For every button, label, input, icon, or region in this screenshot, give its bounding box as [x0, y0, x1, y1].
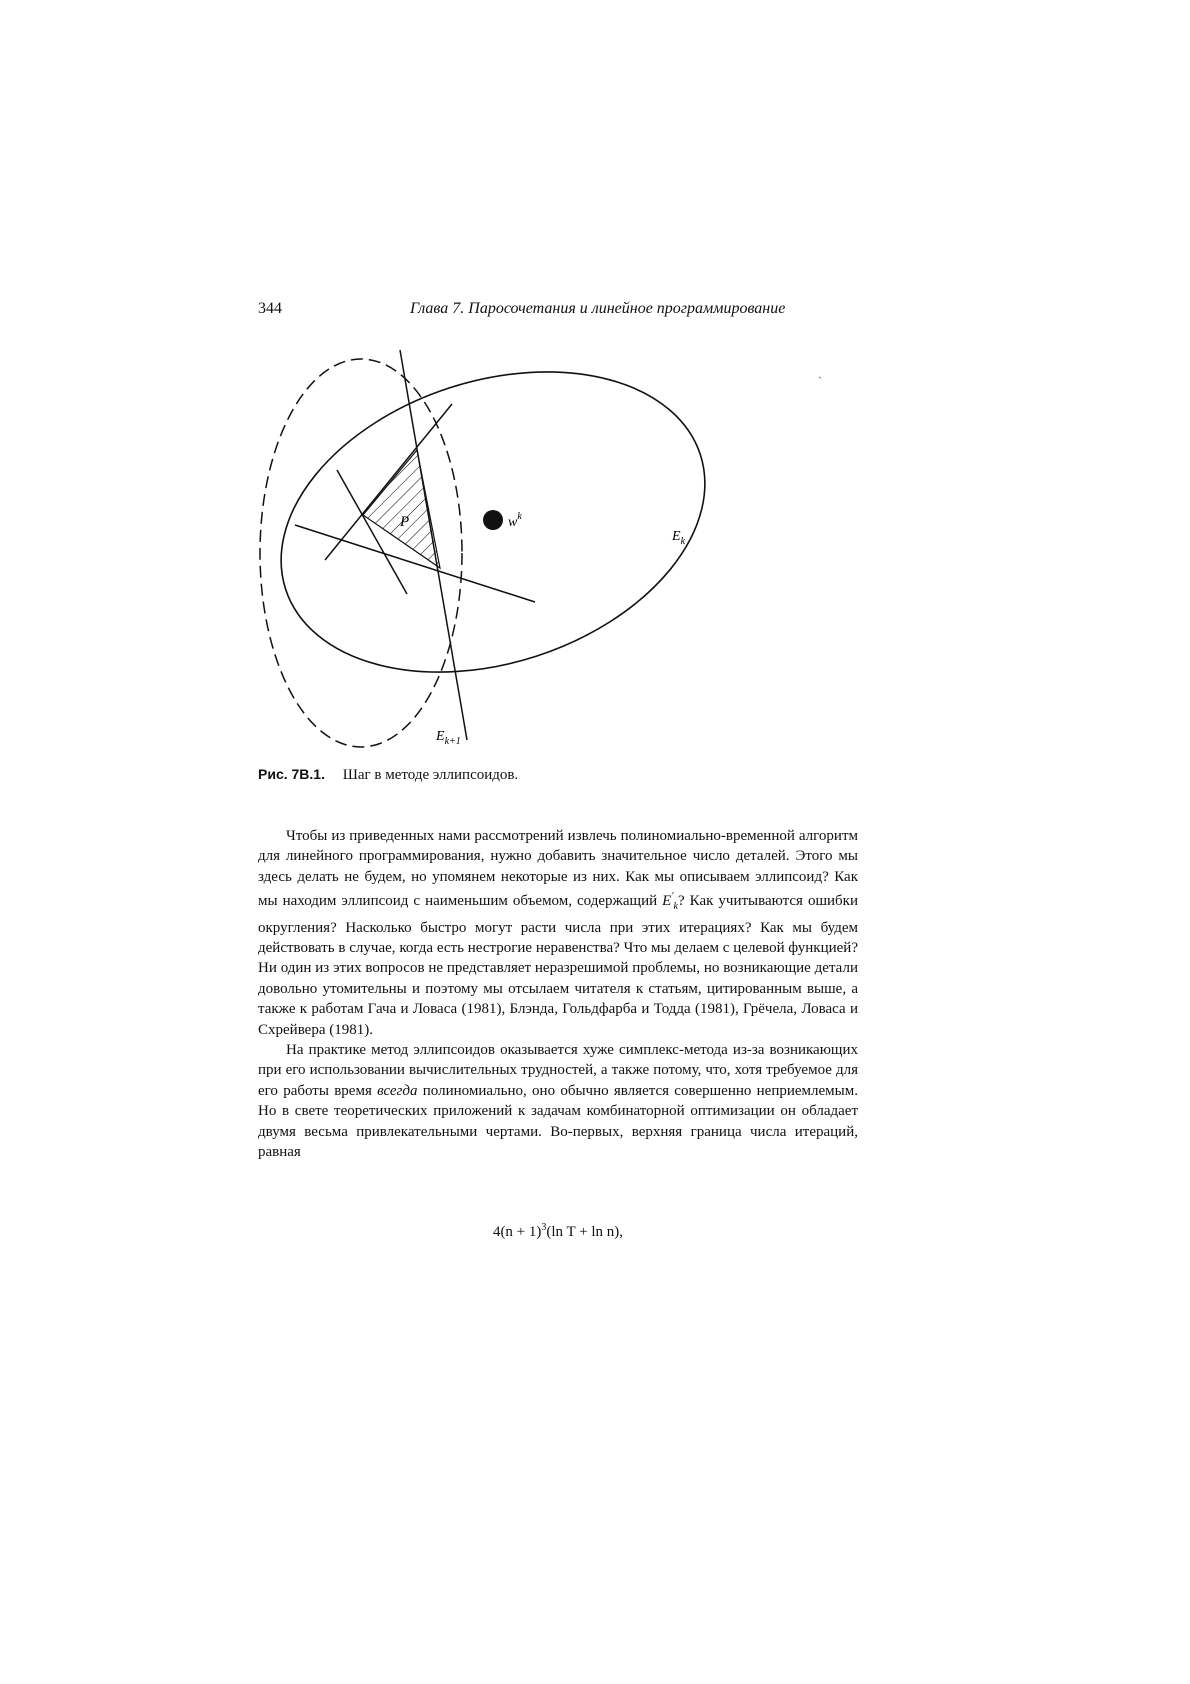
ellipsoid-figure	[240, 340, 720, 760]
caption-label: Рис. 7B.1.	[258, 766, 325, 782]
label-e-k	[671, 529, 686, 547]
paragraph-1-part-2: ? Как учитываются ошибки округления? Насколько быстро могут расти числа при этих итерациях? Как мы будем действовать в случае, когда есть нестрогие неравенства? Что мы делаем с целевой функцией? Ни один из этих вопросов не представляет неразрешимой проблемы, но возникающие детали довольно утомительны и поэтому мы отсылаем читателя к статьям, цитированным выше, а также к работам Гача и Ловаса (1981), Блэнда, Гольдфарба и Тодда (1981), Грёчела, Ловаса и Схрейвера (1981).	[258, 893, 858, 1038]
paragraph-2-part-1: На практике метод эллипсоидов оказывается хуже симплекс-метода из-за возникающих при его использовании вычислительных трудностей, а также потому, что, хотя требуемое для его работы время	[258, 1042, 858, 1099]
symbol-e-prime-k	[662, 891, 678, 913]
label-e-base: E	[672, 529, 681, 544]
iteration-bound-formula	[258, 1222, 858, 1241]
label-e-k-plus-1	[435, 729, 461, 747]
ellipsoid-diagram	[240, 340, 720, 760]
label-e-sub: k	[680, 536, 686, 547]
paragraph-2-italic: всегда	[377, 1082, 418, 1099]
page-number: 344	[258, 300, 282, 317]
paragraph-2-part-2: полиномиально, оно обычно является совершенно неприемлемым. Но в свете теоретических приложений к задачам комбинаторной оптимизации он обладает двумя весьма привлекательными чертами. Во-первых, верхняя граница числа итераций, равная	[258, 1082, 858, 1161]
label-w-k	[508, 511, 522, 530]
paragraph-1-part-1: Чтобы из приведенных нами рассмотрений извлечь полиномиально-временной алгоритм для линейного программирования, нужно добавить значительное число деталей. Этого мы здесь делать не будем, но упомянем некоторые из них. Как мы описываем эллипсоид? Как мы находим эллипсоид с наименьшим объемом, содержащий	[258, 828, 858, 910]
paragraph-2	[258, 1040, 858, 1162]
formula-suffix: (ln T + ln n),	[546, 1224, 624, 1240]
label-w-base: w	[508, 515, 518, 530]
paragraph-1	[258, 826, 858, 1040]
label-w-sup: k	[517, 511, 522, 522]
stray-mark: ˋ	[818, 374, 822, 388]
symbol-e-prime: ′	[671, 891, 674, 903]
body-text	[258, 826, 858, 1163]
formula-prefix: 4(n + 1)	[492, 1224, 542, 1240]
label-e-next-base: E	[436, 729, 445, 744]
figure-caption	[258, 766, 518, 784]
symbol-e-base: E	[662, 893, 672, 910]
center-point-w-k	[483, 510, 503, 530]
symbol-e-sub: k	[673, 901, 678, 913]
label-e-next-sub: k+1	[444, 736, 461, 747]
caption-text: Шаг в методе эллипсоидов.	[342, 767, 519, 783]
running-head-title: Глава 7. Паросочетания и линейное программирование	[410, 300, 786, 317]
formula-exponent: 3	[541, 1222, 547, 1233]
label-p: P	[400, 514, 410, 530]
